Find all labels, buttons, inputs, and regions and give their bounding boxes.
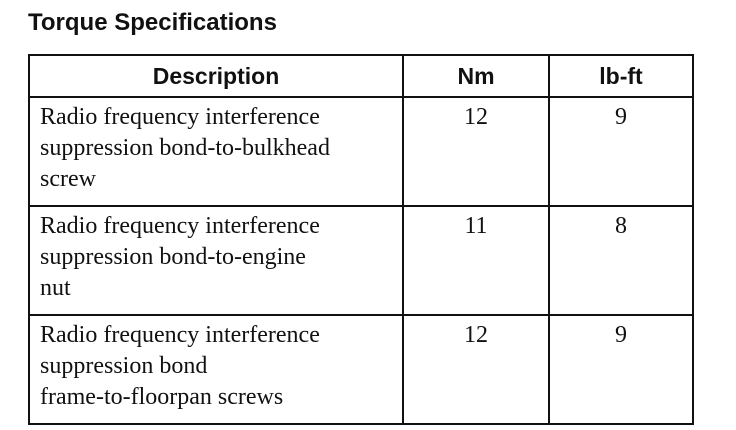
table-row bbox=[29, 315, 693, 424]
torque-spec-table bbox=[28, 54, 694, 425]
description-line: suppression bond-to-engine bbox=[40, 244, 306, 270]
description-line: suppression bond bbox=[40, 353, 208, 379]
lbft-value: 8 bbox=[549, 206, 693, 315]
nm-value: 11 bbox=[403, 206, 549, 315]
description-line: Radio frequency interference bbox=[40, 322, 320, 348]
description-line: nut bbox=[40, 275, 71, 301]
table-header-row bbox=[29, 55, 693, 97]
column-header-lbft: lb-ft bbox=[549, 55, 693, 97]
lbft-value: 9 bbox=[549, 315, 693, 424]
description-cell bbox=[29, 97, 403, 206]
nm-value: 12 bbox=[403, 315, 549, 424]
description-line: Radio frequency interference bbox=[40, 104, 320, 130]
description-line: suppression bond-to-bulkhead bbox=[40, 135, 330, 161]
lbft-value: 9 bbox=[549, 97, 693, 206]
description-cell bbox=[29, 315, 403, 424]
description-line: Radio frequency interference bbox=[40, 213, 320, 239]
description-line: screw bbox=[40, 166, 96, 192]
table-row bbox=[29, 97, 693, 206]
table-row bbox=[29, 206, 693, 315]
column-header-description: Description bbox=[29, 55, 403, 97]
page-title: Torque Specifications bbox=[28, 9, 277, 36]
description-line: frame-to-floorpan screws bbox=[40, 384, 284, 410]
column-header-nm: Nm bbox=[403, 55, 549, 97]
description-cell bbox=[29, 206, 403, 315]
nm-value: 12 bbox=[403, 97, 549, 206]
